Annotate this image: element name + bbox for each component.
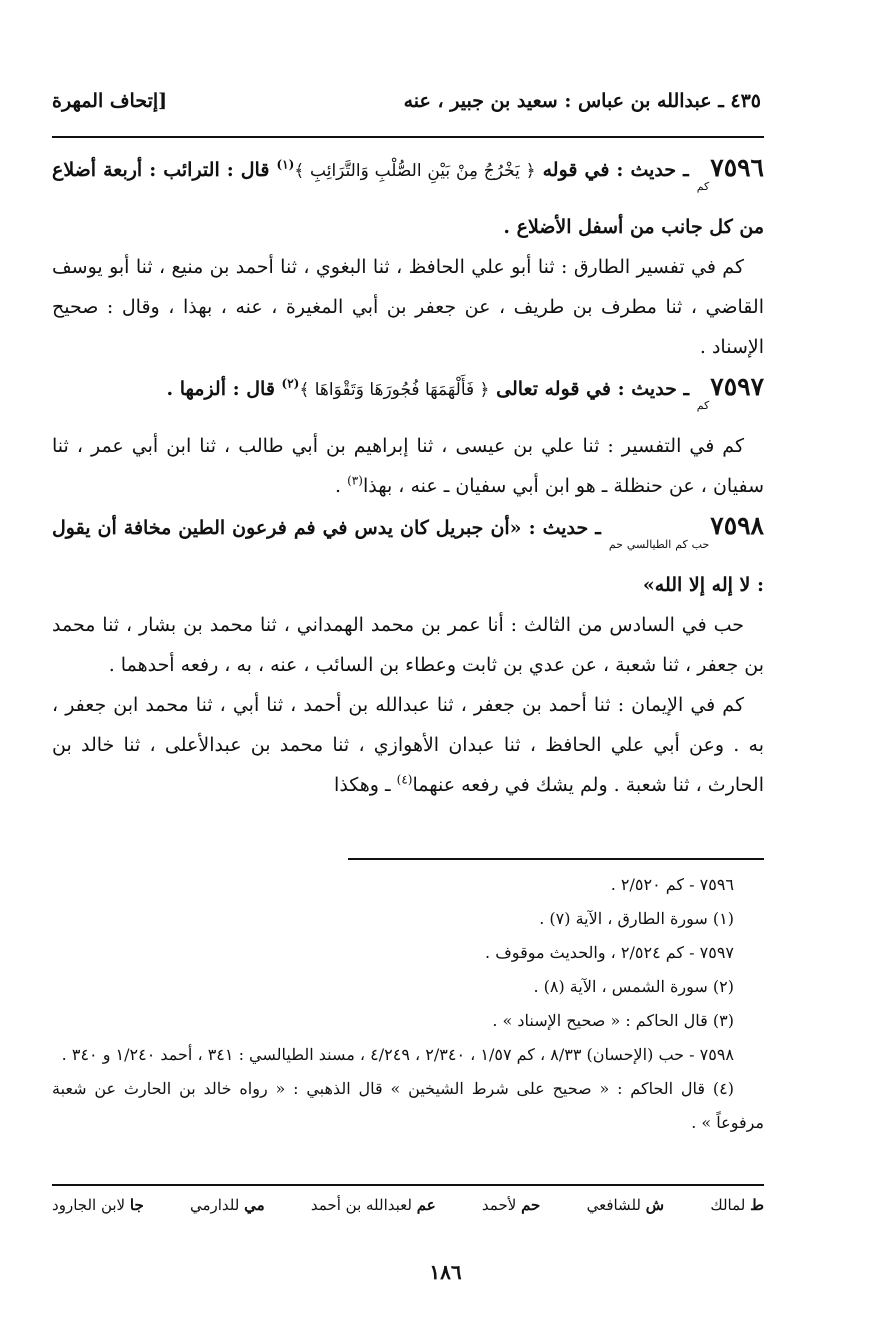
footnote-ref: (٣) — [347, 473, 363, 488]
footnote: (٤) قال الحاكم : « صحيح على شرط الشيخين » قال الذهبي : « رواه خالد بن الحارث عن شعبة مرفوعاً » . — [52, 1079, 764, 1132]
footnote: (٣) قال الحاكم : « صحيح الإسناد » . — [492, 1011, 734, 1030]
source-tag: حب كم الطيالسي حم — [608, 538, 710, 551]
isnad-text: كم في التفسير : ثنا علي بن عيسى ، ثنا إبراهيم بن أبي طالب ، ثنا ابن أبي عمر ، ثنا سفيان ، عن حنظلة ـ هو ابن أبي سفيان ـ عنه ، بهذا — [52, 435, 764, 497]
header-rule — [52, 136, 764, 138]
abbreviation-item: عم لعبدالله بن أحمد — [310, 1196, 436, 1214]
abbreviation-item: مي للدارمي — [189, 1196, 265, 1214]
isnad-paragraph — [52, 685, 764, 805]
footnote: ٧٥٩٦ - كم ٢/٥٢٠ . — [610, 875, 734, 894]
hadith-heading-7598 — [52, 506, 764, 605]
footnote: ٧٥٩٨ - حب (الإحسان) ٨/٣٣ ، كم ١/٥٧ ، ٢/٣٤٠ ، ٤/٢٤٩ ، مسند الطيالسي : ٣٤١ ، أحمد ١/٢٤٠ و ٣٤٠ . — [61, 1045, 734, 1064]
isnad-paragraph: حب في السادس من الثالث : أنا عمر بن محمد الهمداني ، ثنا محمد بن بشار ، ثنا محمد بن جعفر ، ثنا شعبة ، عن عدي بن ثابت وعطاء بن السائب ، عنه ، به ، رفعه أحدهما . — [52, 614, 764, 676]
isnad-continuation: ـ وهكذا — [334, 774, 397, 796]
page-number: ١٨٦ — [429, 1260, 462, 1284]
quran-verse: ﴿ فَأَلْهَمَهَا فُجُورَهَا وَتَقْوَاهَا ﴾ — [299, 380, 490, 400]
abbreviations-rule — [52, 1184, 764, 1186]
footnote: (٢) سورة الشمس ، الآية (٨) . — [533, 977, 734, 996]
isnad-end: . — [335, 475, 348, 497]
hadith-text: قال : ألزمها . — [166, 378, 282, 400]
hadith-number: ٧٥٩٧ — [710, 372, 764, 401]
isnad-paragraph: كم في تفسير الطارق : ثنا أبو علي الحافظ ، ثنا البغوي ، ثنا أحمد بن منيع ، ثنا أبو يوسف القاضي ، ثنا مطرف بن طريف ، عن جعفر بن أبي المغيرة ، عنه ، بهذا ، وقال : صحيح الإسناد . — [52, 256, 764, 358]
hadith-heading-7596 — [52, 148, 764, 247]
abbreviation-item: ط لمالك — [710, 1196, 764, 1214]
running-title: ٤٣٥ ـ عبدالله بن عباس : سعيد بن جبير ، عنه — [403, 90, 761, 112]
footnote-ref: (٢) — [281, 376, 300, 391]
hadith-prefix: ـ حديث : في قوله تعالى — [489, 378, 696, 400]
running-header — [52, 86, 761, 120]
abbreviation-item: ش للشافعي — [586, 1196, 665, 1214]
source-tag: كم — [696, 180, 710, 193]
isnad-text: كم في الإيمان : ثنا أحمد بن جعفر ، ثنا عبدالله بن أحمد ، ثنا أبي ، ثنا محمد ابن جعفر ، به . وعن أبي علي الحافظ ، ثنا عبدان الأهوازي ، ثنا محمد بن عبدالأعلى ، ثنا خالد بن الحارث ، ثنا شعبة . ولم يشك في رفعه عنهما — [52, 694, 764, 796]
footnote-ref: (١) — [276, 157, 295, 172]
hadith-heading-7597 — [52, 367, 764, 426]
footnote: ٧٥٩٧ - كم ٢/٥٢٤ ، والحديث موقوف . — [485, 943, 734, 962]
hadith-text: ـ حديث : «أن جبريل كان يدس في فم فرعون الطين مخافة أن يقول : لا إله إلا الله» — [52, 517, 764, 596]
source-tag: كم — [696, 399, 710, 412]
abbreviations-key — [52, 1196, 764, 1226]
abbreviation-item: حم لأحمد — [481, 1196, 541, 1214]
footnotes — [52, 868, 764, 1140]
footnote-ref: (٤) — [396, 772, 413, 787]
footnote-rule — [348, 858, 764, 860]
hadith-text: قال : الترائب : أربعة أضلاع من كل جانب من أسفل الأضلاع . — [52, 159, 764, 238]
hadith-number: ٧٥٩٦ — [710, 153, 764, 182]
quran-verse: ﴿ يَخْرُجُ مِنْ بَيْنِ الصُّلْبِ وَالتَّرَائِبِ ﴾ — [294, 161, 536, 181]
hadith-prefix: ـ حديث : في قوله — [535, 159, 696, 181]
hadith-number: ٧٥٩٨ — [710, 511, 764, 540]
footnote: (١) سورة الطارق ، الآية (٧) . — [539, 909, 734, 928]
abbreviation-item: جا لابن الجارود — [52, 1196, 144, 1214]
main-text — [52, 148, 764, 805]
isnad-paragraph — [52, 426, 764, 506]
book-title: [إتحاف المهرة — [52, 90, 168, 112]
